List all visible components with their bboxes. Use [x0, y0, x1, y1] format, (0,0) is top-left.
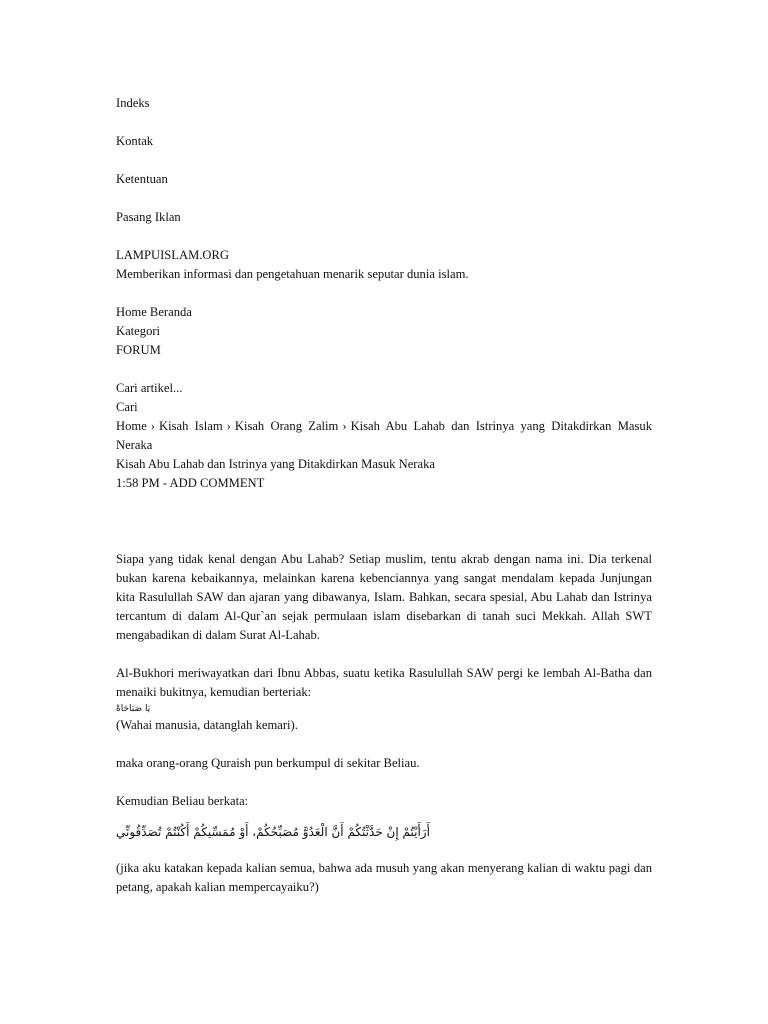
arabic-text: أَرَأَيْتُمْ إِنْ حَدَّثْتُكُمْ أَنَّ الْعَدُوَّ مُصَبِّحُكُمْ، أَوْ مُمَسِّيكُمْ أَكُنْتُمْ تُصَدِّقُونِّي: [116, 825, 430, 839]
arabic-text: يَا صَبَاحَاهْ: [116, 704, 151, 714]
article-paragraph: Siapa yang tidak kenal dengan Abu Lahab? Setiap muslim, tentu akrab dengan nama ini. Dia terkenal bukan karena kebaikannya, melainkan karena kebenciannya yang sangat mendalam kepada Junjungan kita Rasulullah SAW dan ajaran yang dibawanya, Islam. Bahkan, secara spesial, Abu Lahab dan Istrinya tercantum di dalam Al-Qur`an sejak permulaan islam disebarkan di tanah suci Mekkah. Allah SWT mengabadikan di dalam Surat Al-Lahab.: [116, 552, 652, 642]
breadcrumb-current: Kisah Abu Lahab dan Istrinya yang Ditakdirkan Masuk Neraka: [116, 419, 652, 452]
article-meta[interactable]: 1:58 PM - ADD COMMENT: [116, 476, 265, 490]
article-paragraph: Kemudian Beliau berkata:: [116, 794, 249, 808]
spacer: [116, 189, 652, 208]
breadcrumb-separator: ›: [226, 419, 231, 433]
search-input[interactable]: Cari artikel...: [116, 381, 183, 395]
breadcrumb-separator: ›: [342, 419, 347, 433]
breadcrumb-kisah-islam[interactable]: Kisah Islam: [158, 419, 223, 433]
nav-home[interactable]: Home Beranda: [116, 305, 192, 319]
nav-link-ketentuan[interactable]: Ketentuan: [116, 172, 168, 186]
page-content: [116, 94, 652, 897]
article-paragraph: (Wahai manusia, datanglah kemari).: [116, 718, 298, 732]
article-paragraph: (jika aku katakan kepada kalian semua, bahwa ada musuh yang akan menyerang kalian di waktu pagi dan petang, apakah kalian mempercayaiku?): [116, 861, 652, 894]
spacer: [116, 151, 652, 170]
spacer: [116, 811, 652, 821]
spacer: [116, 735, 652, 754]
nav-category[interactable]: Kategori: [116, 324, 161, 338]
breadcrumb-kisah-orang-zalim[interactable]: Kisah Orang Zalim: [234, 419, 339, 433]
article-title: Kisah Abu Lahab dan Istrinya yang Ditakdirkan Masuk Neraka: [116, 457, 435, 471]
breadcrumb-home[interactable]: Home: [116, 419, 147, 433]
search-button[interactable]: Cari: [116, 400, 138, 414]
breadcrumb: [116, 417, 652, 455]
spacer: [116, 843, 652, 859]
nav-link-kontak[interactable]: Kontak: [116, 134, 154, 148]
article-paragraph: Al-Bukhori meriwayatkan dari Ibnu Abbas, suatu ketika Rasulullah SAW pergi ke lembah Al-Batha dan menaiki bukitnya, kemudian berteriak:: [116, 666, 652, 699]
nav-link-pasang-iklan[interactable]: Pasang Iklan: [116, 210, 181, 224]
site-tagline: Memberikan informasi dan pengetahuan menarik seputar dunia islam.: [116, 267, 469, 281]
spacer: [116, 493, 652, 550]
nav-link-indeks[interactable]: Indeks: [116, 96, 150, 110]
spacer: [116, 284, 652, 303]
breadcrumb-separator: ›: [150, 419, 155, 433]
article-paragraph: maka orang-orang Quraish pun berkumpul di sekitar Beliau.: [116, 756, 420, 770]
spacer: [116, 773, 652, 792]
nav-forum[interactable]: FORUM: [116, 343, 161, 357]
site-name[interactable]: LAMPUISLAM.ORG: [116, 248, 230, 262]
spacer: [116, 360, 652, 379]
spacer: [116, 227, 652, 246]
spacer: [116, 113, 652, 132]
spacer: [116, 645, 652, 664]
